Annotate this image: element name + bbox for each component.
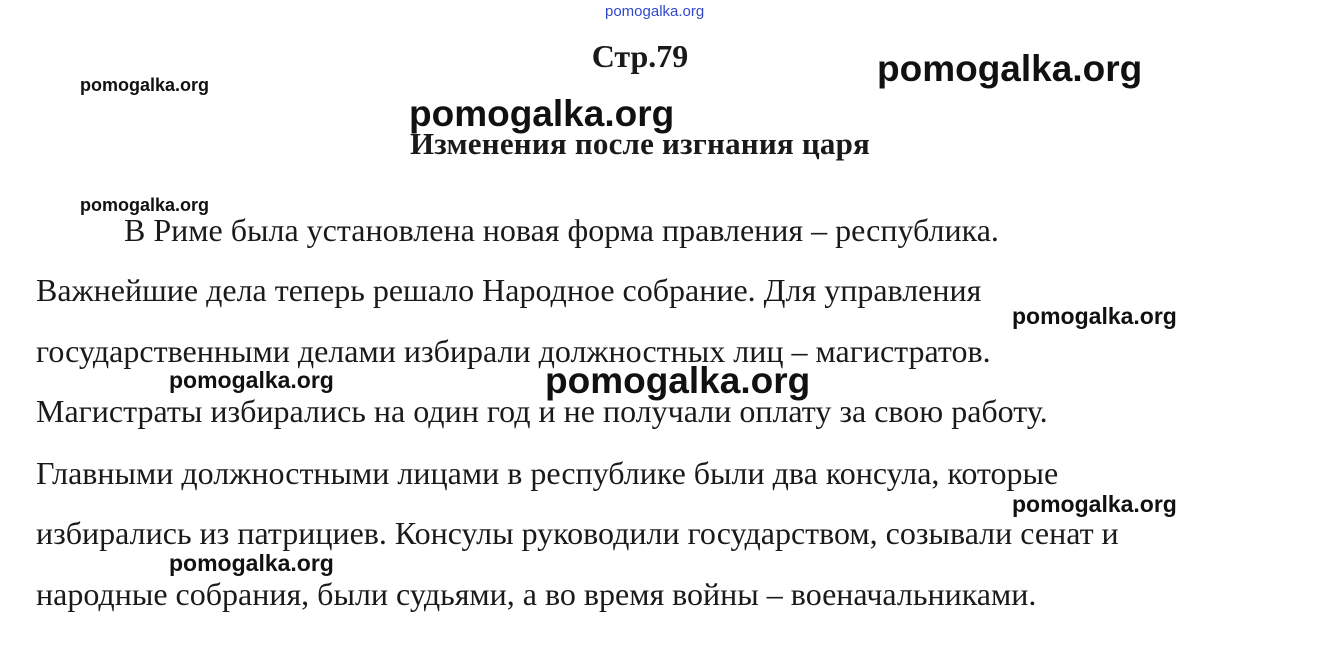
paragraph-line: государственными делами избирали должностных лиц – магистратов. [36,333,991,369]
watermark: pomogalka.org [169,367,334,393]
watermark: pomogalka.org [409,93,675,134]
paragraph-line: избирались из патрициев. Консулы руководили государством, созывали сенат и [36,515,1119,551]
paragraph-line: Главными должностными лицами в республике были два консула, которые [36,455,1059,491]
page-number: Стр.79 [591,38,689,74]
watermark: pomogalka.org [80,75,210,95]
watermark: pomogalka.org [877,48,1143,89]
watermark: pomogalka.org [1012,303,1177,329]
paragraph-line: народные собрания, были судьями, а во время войны – военачальниками. [36,576,1037,612]
watermark: pomogalka.org [80,195,210,215]
section-title: Изменения после изгнания царя [409,126,871,161]
watermark: pomogalka.org [169,550,334,576]
paragraph-line: Магистраты избирались на один год и не получали оплату за свою работу. [36,393,1048,429]
paragraph-line: В Риме была установлена новая форма правления – республика. [124,212,999,248]
watermark: pomogalka.org [1012,491,1177,517]
watermark: pomogalka.org [545,360,811,401]
top-site-link[interactable]: pomogalka.org [605,3,705,20]
paragraph-line: Важнейшие дела теперь решало Народное собрание. Для управления [36,272,982,308]
